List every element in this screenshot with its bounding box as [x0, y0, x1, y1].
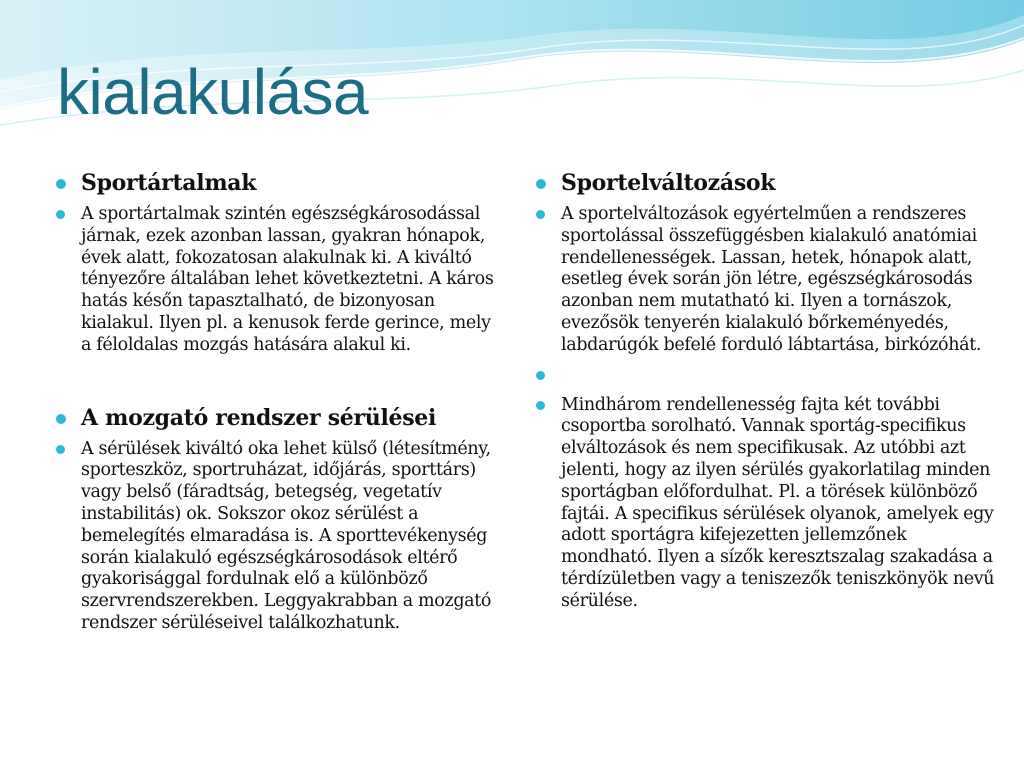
bullet-body-mozgato-rendszer	[52, 439, 502, 635]
bullet-icon	[536, 210, 545, 219]
bullet-heading-sportartalmak	[52, 168, 502, 198]
bullet-icon	[536, 401, 545, 410]
body-text: A sérülések kiváltó oka lehet külső (létesítmény, sporteszköz, sportruházat, időjárás, sporttárs) vagy belső (fáradtság, betegség, vegetatív instabilitás) ok. Sokszor okoz sérülést a bemelegítés elmaradása is. A sporttevékenység során kialakuló egészségkárosodások eltérő gyakorisággal fordulnak elő a különböző szervrendszerekben. Leggyakrabban a mozgató rendszer sérüléseivel találkozhatunk.	[81, 438, 492, 633]
bullet-icon	[536, 371, 545, 380]
bullet-body-mindharom	[532, 395, 1002, 613]
bullet-icon	[56, 210, 65, 219]
bullet-heading-mozgato-rendszer	[52, 403, 502, 433]
bullet-icon	[56, 445, 65, 454]
body-text: A sportelváltozások egyértelműen a rendszeres sportolással összefüggésben kialakuló anatómiai rendellenességek. Lassan, hetek, hónapok alatt, esetleg évek során jön létre, egészségkárosodás azonban nem mutatható ki. Ilyen a tornászok, evezősök tenyerén kialakuló bőrkeményedés, labdarúgók befelé forduló lábtartása, birkózóhát.	[561, 204, 982, 355]
bullet-icon	[536, 179, 546, 189]
right-column	[532, 168, 1002, 621]
bullet-body-sportartalmak	[52, 204, 502, 357]
bullet-icon	[56, 414, 66, 424]
body-text: A sportártalmak szintén egészségkárosodással járnak, ezek azonban lassan, gyakran hónapok, évek alatt, fokozatosan alakulnak ki. A kiváltó tényezőre általában lehet következtetni. A káros hatás későn tapasztalható, de bizonyosan kialakul. Ilyen pl. a kenusok ferde gerince, mely a féloldalas mozgás hatására alakul ki.	[81, 204, 494, 355]
bullet-body-sportelvaltozasok	[532, 204, 1002, 357]
slide-title: kialakulása	[57, 56, 369, 128]
bullet-icon	[56, 179, 66, 189]
heading-text: Sportártalmak	[81, 170, 257, 196]
bullet-empty	[532, 365, 1002, 387]
body-text: Mindhárom rendellenesség fajta két további csoportba sorolható. Vannak sportág-specifikus elváltozások és nem specifikusak. Az utóbbi azt jelenti, hogy az ilyen sérülés gyakorlatilag minden sportágban előfordulhat. Pl. a törések különböző fajtái. A specifikus sérülések olyanok, amelyek egy adott sportágra kifejezetten jellemzőnek mondható. Ilyen a sízők keresztszalag szakadása a térdízületben vagy a teniszezők teniszkönyök nevű sérülése.	[561, 394, 995, 611]
heading-text: Sportelváltozások	[561, 170, 776, 196]
bullet-heading-sportelvaltozasok	[532, 168, 1002, 198]
heading-text: A mozgató rendszer sérülései	[81, 404, 437, 431]
left-column	[52, 168, 502, 643]
